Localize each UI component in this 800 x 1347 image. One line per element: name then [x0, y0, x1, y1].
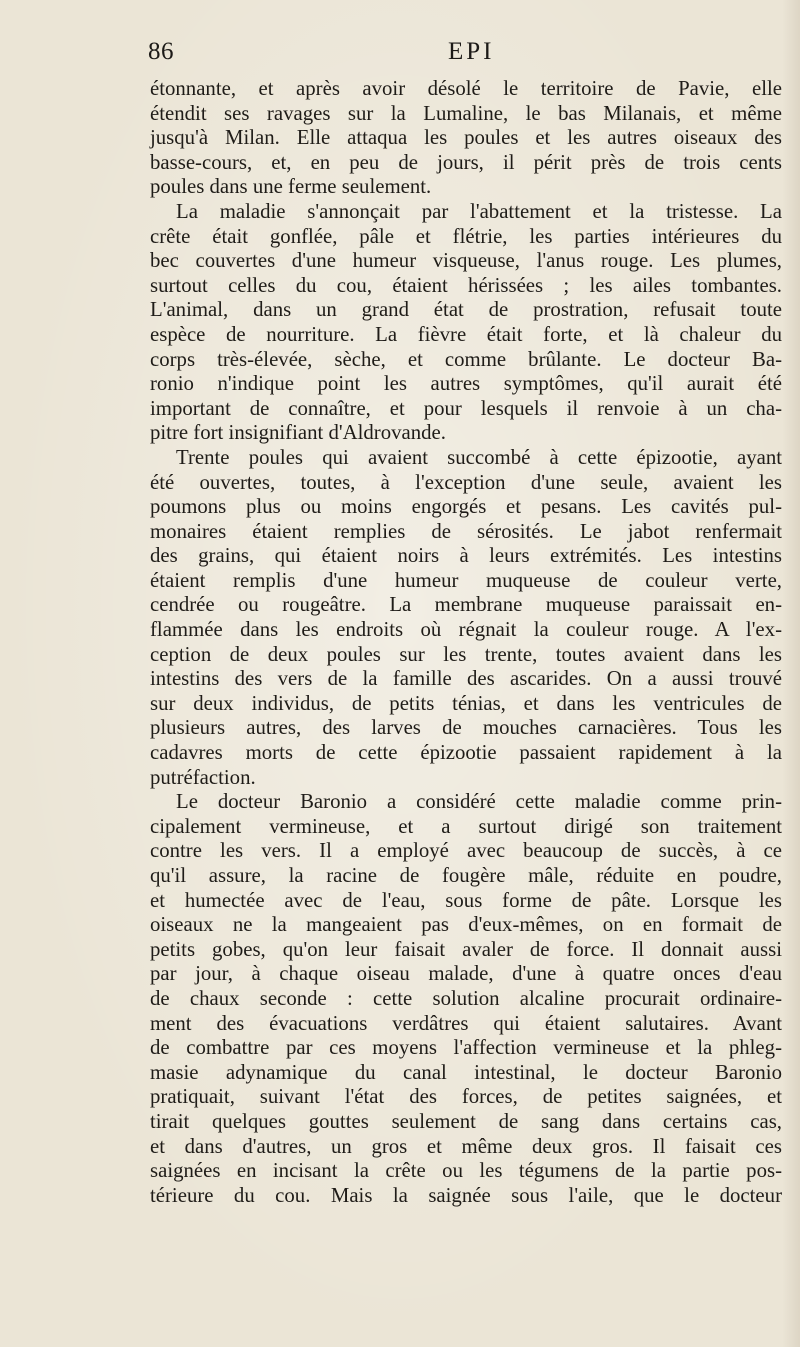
- text-line: ment des évacuations verdâtres qui étaient salutaires. Avant: [150, 1011, 782, 1035]
- text-line: ronio n'indique point les autres symptômes, qu'il aurait été: [150, 372, 782, 396]
- text-line: été ouvertes, toutes, à l'exception d'une seule, avaient les: [150, 470, 782, 494]
- text-line: et dans d'autres, un gros et même deux gros. Il faisait ces: [150, 1134, 782, 1158]
- text-line: pitre fort insignifiant d'Aldrovande.: [150, 421, 446, 445]
- paragraph: [150, 200, 782, 446]
- paragraph: [150, 77, 782, 200]
- text-line: Trente poules qui avaient succombé à cette épizootie, ayant: [176, 445, 782, 469]
- paragraph: [150, 446, 782, 790]
- text-line: cadavres morts de cette épizootie passaient rapidement à la: [150, 741, 782, 765]
- text-line: espèce de nourriture. La fièvre était forte, et là chaleur du: [150, 322, 782, 346]
- text-line: masie adynamique du canal intestinal, le docteur Baronio: [150, 1060, 782, 1084]
- text-line: étaient remplis d'une humeur muqueuse de couleur verte,: [150, 568, 782, 592]
- text-line: par jour, à chaque oiseau malade, d'une à quatre onces d'eau: [150, 962, 782, 986]
- text-line: petits gobes, qu'on leur faisait avaler de force. Il donnait aussi: [150, 937, 782, 961]
- text-line: saignées en incisant la crête ou les tégumens de la partie pos-: [150, 1159, 782, 1183]
- text-line: des grains, qui étaient noirs à leurs extrémités. Les intestins: [150, 544, 782, 568]
- text-line: La maladie s'annonçait par l'abattement et la tristesse. La: [176, 199, 782, 223]
- text-line: sur deux individus, de petits ténias, et dans les ventricules de: [150, 691, 782, 715]
- text-line: intestins des vers de la famille des ascarides. On a aussi trouvé: [150, 667, 782, 691]
- text-line: pratiquait, suivant l'état des forces, de petites saignées, et: [150, 1085, 782, 1109]
- text-line: oiseaux ne la mangeaient pas d'eux-mêmes, on en formait de: [150, 913, 782, 937]
- text-line: ception de deux poules sur les trente, toutes avaient dans les: [150, 642, 782, 666]
- text-line: surtout celles du cou, étaient hérissées ; les ailes tombantes.: [150, 273, 782, 297]
- paragraph: [150, 790, 782, 1208]
- text-line: poules dans une ferme seulement.: [150, 175, 432, 199]
- text-line: L'animal, dans un grand état de prostration, refusait toute: [150, 298, 782, 322]
- text-line: cipalement vermineuse, et a surtout dirigé son traitement: [150, 814, 782, 838]
- text-line: Le docteur Baronio a considéré cette maladie comme prin-: [176, 790, 782, 814]
- text-line: putréfaction.: [150, 765, 256, 789]
- text-line: monaires étaient remplies de sérosités. Le jabot renfermait: [150, 519, 782, 543]
- text-line: de combattre par ces moyens l'affection vermineuse et la phleg-: [150, 1036, 782, 1060]
- body-text: [150, 77, 782, 1208]
- text-line: corps très-élevée, sèche, et comme brûlante. Le docteur Ba-: [150, 347, 782, 371]
- text-line: étendit ses ravages sur la Lumaline, le bas Milanais, et même: [150, 101, 782, 125]
- text-line: jusqu'à Milan. Elle attaqua les poules et les autres oiseaux des: [150, 126, 782, 150]
- page-header: [148, 38, 780, 78]
- running-head: EPI: [448, 38, 495, 65]
- text-line: crête était gonflée, pâle et flétrie, les parties intérieures du: [150, 224, 782, 248]
- text-line: plusieurs autres, des larves de mouches carnacières. Tous les: [150, 716, 782, 740]
- text-line: poumons plus ou moins engorgés et pesans. Les cavités pul-: [150, 495, 782, 519]
- text-line: térieure du cou. Mais la saignée sous l'aile, que le docteur: [150, 1183, 782, 1207]
- text-line: et humectée avec de l'eau, sous forme de pâte. Lorsque les: [150, 888, 782, 912]
- text-line: de chaux seconde : cette solution alcaline procurait ordinaire-: [150, 986, 782, 1010]
- text-line: tirait quelques gouttes seulement de sang dans certains cas,: [150, 1109, 782, 1133]
- text-line: étonnante, et après avoir désolé le territoire de Pavie, elle: [150, 77, 782, 100]
- text-line: contre les vers. Il a employé avec beaucoup de succès, à ce: [150, 839, 782, 863]
- text-line: cendrée ou rougeâtre. La membrane muqueuse paraissait en-: [150, 593, 782, 617]
- page-edge-shadow: [782, 0, 800, 1347]
- text-line: qu'il assure, la racine de fougère mâle, réduite en poudre,: [150, 864, 782, 887]
- text-line: basse-cours, et, en peu de jours, il périt près de trois cents: [150, 150, 782, 174]
- page-number: 86: [148, 38, 174, 65]
- text-line: bec couvertes d'une humeur visqueuse, l'anus rouge. Les plumes,: [150, 249, 782, 273]
- text-line: flammée dans les endroits où régnait la couleur rouge. A l'ex-: [150, 618, 782, 642]
- text-line: important de connaître, et pour lesquels il renvoie à un cha-: [150, 396, 782, 420]
